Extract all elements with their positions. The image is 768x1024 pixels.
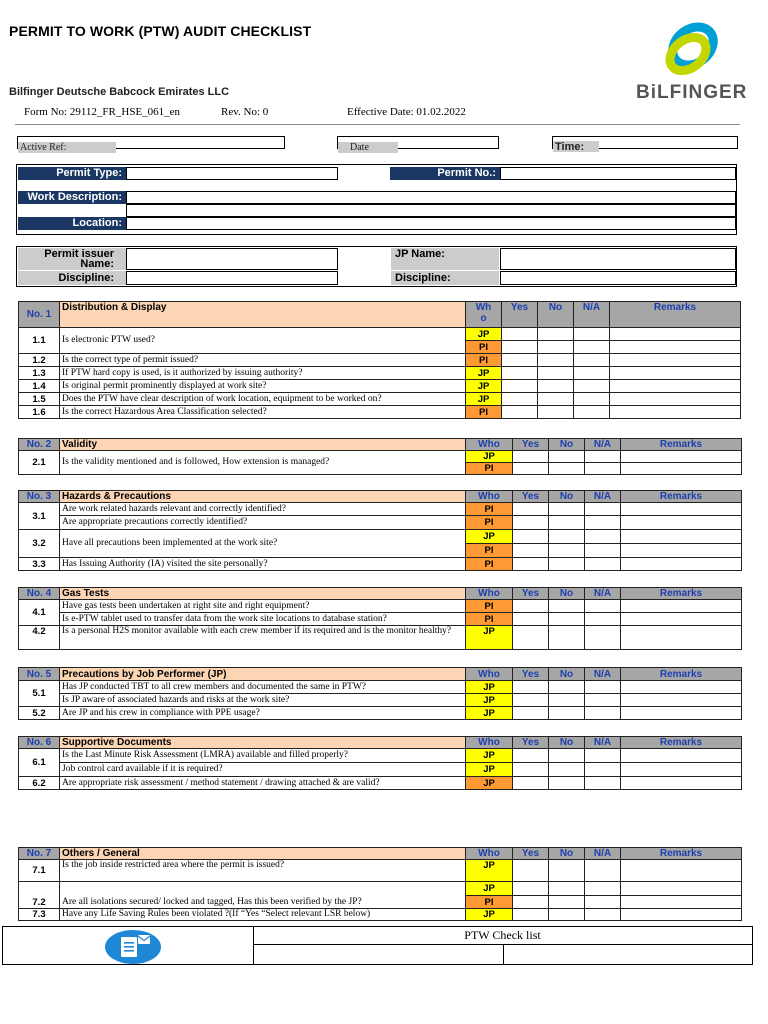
yes-cell[interactable] (513, 882, 549, 896)
remarks-cell[interactable] (621, 463, 742, 475)
who-badge: PI (466, 896, 513, 909)
company-name: Bilfinger Deutsche Babcock Emirates LLC (9, 86, 230, 98)
remarks-cell[interactable] (610, 406, 741, 419)
who-badge: JP (466, 380, 502, 393)
section-3-table (18, 490, 742, 571)
no-cell[interactable] (549, 613, 585, 626)
na-cell[interactable] (585, 749, 621, 763)
who-badge: PI (466, 341, 502, 354)
no-cell[interactable] (549, 530, 585, 544)
item-number: 7.2 (19, 882, 60, 909)
na-header: N/A (585, 668, 621, 681)
discipline-right-input[interactable] (500, 271, 736, 285)
bilfinger-logo-text: BiLFINGER (636, 82, 748, 103)
who-badge: JP (466, 694, 513, 707)
section-7-number: No. 7 (19, 848, 60, 860)
item-number: 5.1 (19, 681, 60, 707)
yes-cell[interactable] (513, 681, 549, 694)
section-2-table (18, 438, 742, 475)
na-header: N/A (585, 848, 621, 860)
no-header: No (549, 491, 585, 503)
no-cell[interactable] (549, 463, 585, 475)
na-cell[interactable] (585, 463, 621, 475)
na-cell[interactable] (585, 681, 621, 694)
na-cell[interactable] (574, 367, 610, 380)
remarks-cell[interactable] (610, 341, 741, 354)
question-text: Are appropriate risk assessment / method statement / drawing attached & are valid? (60, 777, 466, 790)
section-3-number: No. 3 (19, 491, 60, 503)
yes-cell[interactable] (513, 463, 549, 475)
na-cell[interactable] (574, 406, 610, 419)
who-badge: JP (466, 681, 513, 694)
no-cell[interactable] (549, 896, 585, 909)
permit-no-label: Permit No.: (390, 167, 500, 180)
no-header: No (549, 439, 585, 451)
yes-cell[interactable] (502, 328, 538, 341)
section-2-title: Validity (60, 439, 466, 451)
na-header: N/A (585, 439, 621, 451)
remarks-cell[interactable] (621, 516, 742, 530)
work-description-label: Work Description: (18, 191, 126, 204)
question-text: Does the PTW have clear description of work location, equipment to be worked on? (60, 393, 466, 406)
section-5-table (18, 667, 742, 720)
no-cell[interactable] (549, 626, 585, 650)
na-cell[interactable] (585, 503, 621, 516)
who-badge: JP (466, 626, 513, 650)
effective-date: Effective Date: 01.02.2022 (347, 106, 466, 118)
yes-cell[interactable] (513, 777, 549, 790)
who-badge: JP (466, 777, 513, 790)
section-1-table (18, 301, 741, 419)
discipline-left-input[interactable] (126, 271, 338, 285)
section-1-title: Distribution & Display (60, 302, 466, 328)
no-cell[interactable] (549, 544, 585, 558)
question-text: Has Issuing Authority (IA) visited the site personally? (60, 558, 466, 571)
question-text: Is the correct Hazardous Area Classification selected? (60, 406, 466, 419)
permit-issuer-name-input[interactable] (126, 248, 338, 270)
who-header: Wh o (466, 302, 502, 328)
na-cell[interactable] (585, 694, 621, 707)
yes-cell[interactable] (502, 367, 538, 380)
remarks-cell[interactable] (621, 882, 742, 896)
yes-header: Yes (513, 668, 549, 681)
na-cell[interactable] (585, 707, 621, 720)
section-5-title: Precautions by Job Performer (JP) (60, 668, 466, 681)
who-badge: PI (466, 613, 513, 626)
yes-cell[interactable] (513, 558, 549, 571)
item-number: 3.2 (19, 530, 60, 558)
item-number: 6.1 (19, 749, 60, 777)
section-7-title: Others / General (60, 848, 466, 860)
question-text: Is the correct type of permit issued? (60, 354, 466, 367)
item-number: 1.1 (19, 328, 60, 354)
who-badge: PI (466, 406, 502, 419)
yes-cell[interactable] (513, 694, 549, 707)
who-badge: PI (466, 600, 513, 613)
document-mail-icon[interactable] (104, 929, 162, 965)
yes-cell[interactable] (513, 613, 549, 626)
question-text: Have any Life Saving Rules been violated ?(If “Yes “Select relevant LSR below) (60, 909, 466, 921)
time-label: Time: (553, 141, 599, 152)
question-text: Job control card available if it is required? (60, 763, 466, 777)
location-label: Location: (18, 217, 126, 230)
remarks-cell[interactable] (610, 367, 741, 380)
no-cell[interactable] (538, 341, 574, 354)
section-4-title: Gas Tests (60, 588, 466, 600)
item-number: 4.2 (19, 626, 60, 650)
who-badge: JP (466, 860, 513, 882)
permit-type-label: Permit Type: (18, 167, 126, 180)
who-header: Who (466, 848, 513, 860)
yes-header: Yes (513, 491, 549, 503)
remarks-cell[interactable] (621, 626, 742, 650)
na-cell[interactable] (574, 341, 610, 354)
na-cell[interactable] (574, 354, 610, 367)
item-number: 6.2 (19, 777, 60, 790)
item-number: 1.5 (19, 393, 60, 406)
question-text: Is the Last Minute Risk Assessment (LMRA) available and filled properly? (60, 749, 466, 763)
no-cell[interactable] (538, 380, 574, 393)
yes-header: Yes (513, 848, 549, 860)
item-number: 2.1 (19, 451, 60, 475)
yes-cell[interactable] (513, 909, 549, 921)
who-badge: PI (466, 463, 513, 475)
no-cell[interactable] (549, 600, 585, 613)
na-cell[interactable] (585, 558, 621, 571)
no-cell[interactable] (549, 694, 585, 707)
who-header: Who (466, 737, 513, 749)
question-text: Is original permit prominently displayed at work site? (60, 380, 466, 393)
header-divider (15, 124, 740, 125)
question-text: Are work related hazards relevant and correctly identified? (60, 503, 466, 516)
question-text: Is the validity mentioned and is followed, How extension is managed? (60, 451, 466, 475)
remarks-cell[interactable] (621, 763, 742, 777)
date-label: Date (338, 142, 398, 153)
remarks-cell[interactable] (621, 613, 742, 626)
remarks-cell[interactable] (610, 354, 741, 367)
jp-name-input[interactable] (500, 248, 736, 270)
na-cell[interactable] (585, 626, 621, 650)
remarks-header: Remarks (610, 302, 741, 328)
remarks-cell[interactable] (610, 393, 741, 406)
section-6-number: No. 6 (19, 737, 60, 749)
yes-header: Yes (513, 588, 549, 600)
na-cell[interactable] (585, 613, 621, 626)
yes-header: Yes (513, 439, 549, 451)
no-header: No (538, 302, 574, 328)
no-cell[interactable] (549, 882, 585, 896)
yes-cell[interactable] (513, 626, 549, 650)
yes-cell[interactable] (502, 354, 538, 367)
yes-cell[interactable] (513, 503, 549, 516)
remarks-cell[interactable] (621, 451, 742, 463)
remarks-header: Remarks (621, 848, 742, 860)
permit-no-input[interactable] (500, 167, 736, 180)
remarks-cell[interactable] (621, 860, 742, 882)
question-text: Is the job inside restricted area where the permit is issued? (60, 860, 466, 882)
revision-number: Rev. No: 0 (221, 106, 269, 118)
item-number: 3.3 (19, 558, 60, 571)
who-header: Who (466, 439, 513, 451)
yes-cell[interactable] (513, 530, 549, 544)
section-7-table (18, 847, 742, 921)
section-2-number: No. 2 (19, 439, 60, 451)
footer-title: PTW Check list (464, 928, 541, 942)
date-field[interactable] (337, 136, 499, 153)
no-cell[interactable] (538, 367, 574, 380)
na-cell[interactable] (585, 600, 621, 613)
yes-cell[interactable] (502, 341, 538, 354)
footer-divider (503, 944, 504, 964)
no-cell[interactable] (549, 707, 585, 720)
remarks-cell[interactable] (621, 896, 742, 909)
no-cell[interactable] (549, 451, 585, 463)
item-number: 1.2 (19, 354, 60, 367)
no-cell[interactable] (538, 406, 574, 419)
question-text: Are all isolations secured/ locked and tagged, Has this been verified by the JP? (60, 882, 466, 909)
yes-cell[interactable] (513, 544, 549, 558)
na-cell[interactable] (574, 380, 610, 393)
question-text: Is e-PTW tablet used to transfer data from the work site locations to database station? (60, 613, 466, 626)
remarks-cell[interactable] (621, 777, 742, 790)
item-number: 4.1 (19, 600, 60, 626)
yes-cell[interactable] (513, 451, 549, 463)
remarks-header: Remarks (621, 668, 742, 681)
page-footer (2, 926, 753, 965)
question-text: Have gas tests been undertaken at right site and right equipment? (60, 600, 466, 613)
remarks-cell[interactable] (621, 681, 742, 694)
yes-cell[interactable] (513, 763, 549, 777)
no-cell[interactable] (549, 516, 585, 530)
who-badge: JP (466, 530, 513, 544)
section-6-title: Supportive Documents (60, 737, 466, 749)
no-cell[interactable] (549, 558, 585, 571)
who-badge: PI (466, 354, 502, 367)
remarks-cell[interactable] (621, 558, 742, 571)
remarks-cell[interactable] (621, 707, 742, 720)
time-field[interactable] (552, 136, 738, 153)
form-number: Form No: 29112_FR_HSE_061_en (24, 106, 181, 118)
section-5-number: No. 5 (19, 668, 60, 681)
question-text: Are appropriate precautions correctly identified? (60, 516, 466, 530)
na-cell[interactable] (585, 777, 621, 790)
remarks-cell[interactable] (610, 380, 741, 393)
location-input[interactable] (126, 217, 736, 230)
who-badge: JP (466, 749, 513, 763)
no-cell[interactable] (549, 749, 585, 763)
no-cell[interactable] (549, 777, 585, 790)
who-badge: PI (466, 516, 513, 530)
section-6-table (18, 736, 742, 790)
who-header: Who (466, 668, 513, 681)
yes-cell[interactable] (513, 600, 549, 613)
na-cell[interactable] (585, 516, 621, 530)
question-text: Is JP aware of associated hazards and risks at the work site? (60, 694, 466, 707)
remarks-cell[interactable] (621, 600, 742, 613)
remarks-header: Remarks (621, 439, 742, 451)
no-cell[interactable] (549, 860, 585, 882)
who-badge: JP (466, 909, 513, 921)
no-cell[interactable] (549, 763, 585, 777)
na-header: N/A (574, 302, 610, 328)
who-badge: PI (466, 544, 513, 558)
na-cell[interactable] (585, 909, 621, 921)
question-text: Are JP and his crew in compliance with PPE usage? (60, 707, 466, 720)
who-badge: JP (466, 328, 502, 341)
item-number: 1.4 (19, 380, 60, 393)
who-badge: JP (466, 393, 502, 406)
no-cell[interactable] (538, 393, 574, 406)
section-3-title: Hazards & Precautions (60, 491, 466, 503)
yes-cell[interactable] (502, 393, 538, 406)
na-cell[interactable] (585, 896, 621, 909)
permit-issuer-name-label: Permit issuer Name: (18, 248, 126, 270)
who-badge: PI (466, 503, 513, 516)
active-ref-label: Active Ref: (18, 142, 116, 153)
who-badge: JP (466, 367, 502, 380)
na-cell[interactable] (585, 882, 621, 896)
na-cell[interactable] (574, 393, 610, 406)
section-1-number: No. 1 (19, 302, 60, 328)
no-header: No (549, 668, 585, 681)
remarks-header: Remarks (621, 737, 742, 749)
yes-cell[interactable] (513, 860, 549, 882)
item-number: 7.3 (19, 909, 60, 921)
no-cell[interactable] (538, 354, 574, 367)
no-header: No (549, 737, 585, 749)
remarks-cell[interactable] (621, 694, 742, 707)
na-cell[interactable] (585, 451, 621, 463)
na-cell[interactable] (585, 860, 621, 882)
who-badge: JP (466, 763, 513, 777)
question-text: If PTW hard copy is used, is it authorized by issuing authority? (60, 367, 466, 380)
na-header: N/A (585, 491, 621, 503)
remarks-cell[interactable] (621, 503, 742, 516)
remarks-cell[interactable] (610, 328, 741, 341)
yes-cell[interactable] (513, 707, 549, 720)
item-number: 1.6 (19, 406, 60, 419)
yes-header: Yes (513, 737, 549, 749)
item-number: 7.1 (19, 860, 60, 882)
active-ref-field[interactable] (17, 136, 285, 153)
bilfinger-logo-icon (655, 14, 725, 84)
jp-name-label: JP Name: (391, 248, 499, 270)
na-cell[interactable] (574, 328, 610, 341)
work-description-input-2[interactable] (126, 204, 736, 217)
discipline-right-label: Discipline: (391, 271, 499, 285)
question-text: Is electronic PTW used? (60, 328, 466, 354)
yes-cell[interactable] (502, 406, 538, 419)
na-header: N/A (585, 737, 621, 749)
no-cell[interactable] (538, 328, 574, 341)
no-cell[interactable] (549, 503, 585, 516)
question-text: Has JP conducted TBT to all crew members and documented the same in PTW? (60, 681, 466, 694)
remarks-cell[interactable] (621, 544, 742, 558)
na-cell[interactable] (585, 763, 621, 777)
who-badge: PI (466, 558, 513, 571)
item-number: 1.3 (19, 367, 60, 380)
remarks-header: Remarks (621, 491, 742, 503)
yes-cell[interactable] (502, 380, 538, 393)
na-header: N/A (585, 588, 621, 600)
who-header: Who (466, 491, 513, 503)
yes-cell[interactable] (513, 896, 549, 909)
na-cell[interactable] (585, 544, 621, 558)
who-header: Who (466, 588, 513, 600)
yes-cell[interactable] (513, 749, 549, 763)
no-header: No (549, 588, 585, 600)
no-cell[interactable] (549, 681, 585, 694)
who-badge: JP (466, 451, 513, 463)
remarks-cell[interactable] (621, 749, 742, 763)
who-badge: JP (466, 707, 513, 720)
section-4-table (18, 587, 742, 650)
yes-cell[interactable] (513, 516, 549, 530)
item-number: 3.1 (19, 503, 60, 530)
remarks-header: Remarks (621, 588, 742, 600)
discipline-left-label: Discipline: (18, 271, 126, 285)
remarks-cell[interactable] (621, 909, 742, 921)
section-4-number: No. 4 (19, 588, 60, 600)
no-header: No (549, 848, 585, 860)
yes-header: Yes (502, 302, 538, 328)
item-number: 5.2 (19, 707, 60, 720)
who-badge: JP (466, 882, 513, 896)
remarks-cell[interactable] (621, 530, 742, 544)
no-cell[interactable] (549, 909, 585, 921)
question-text: Is a personal H2S monitor available with each crew member if its required and is the monitor healthy? (60, 626, 466, 650)
na-cell[interactable] (585, 530, 621, 544)
permit-type-input[interactable] (126, 167, 338, 180)
question-text: Have all precautions been implemented at the work site? (60, 530, 466, 558)
page-title: PERMIT TO WORK (PTW) AUDIT CHECKLIST (9, 23, 312, 39)
work-description-input[interactable] (126, 191, 736, 204)
